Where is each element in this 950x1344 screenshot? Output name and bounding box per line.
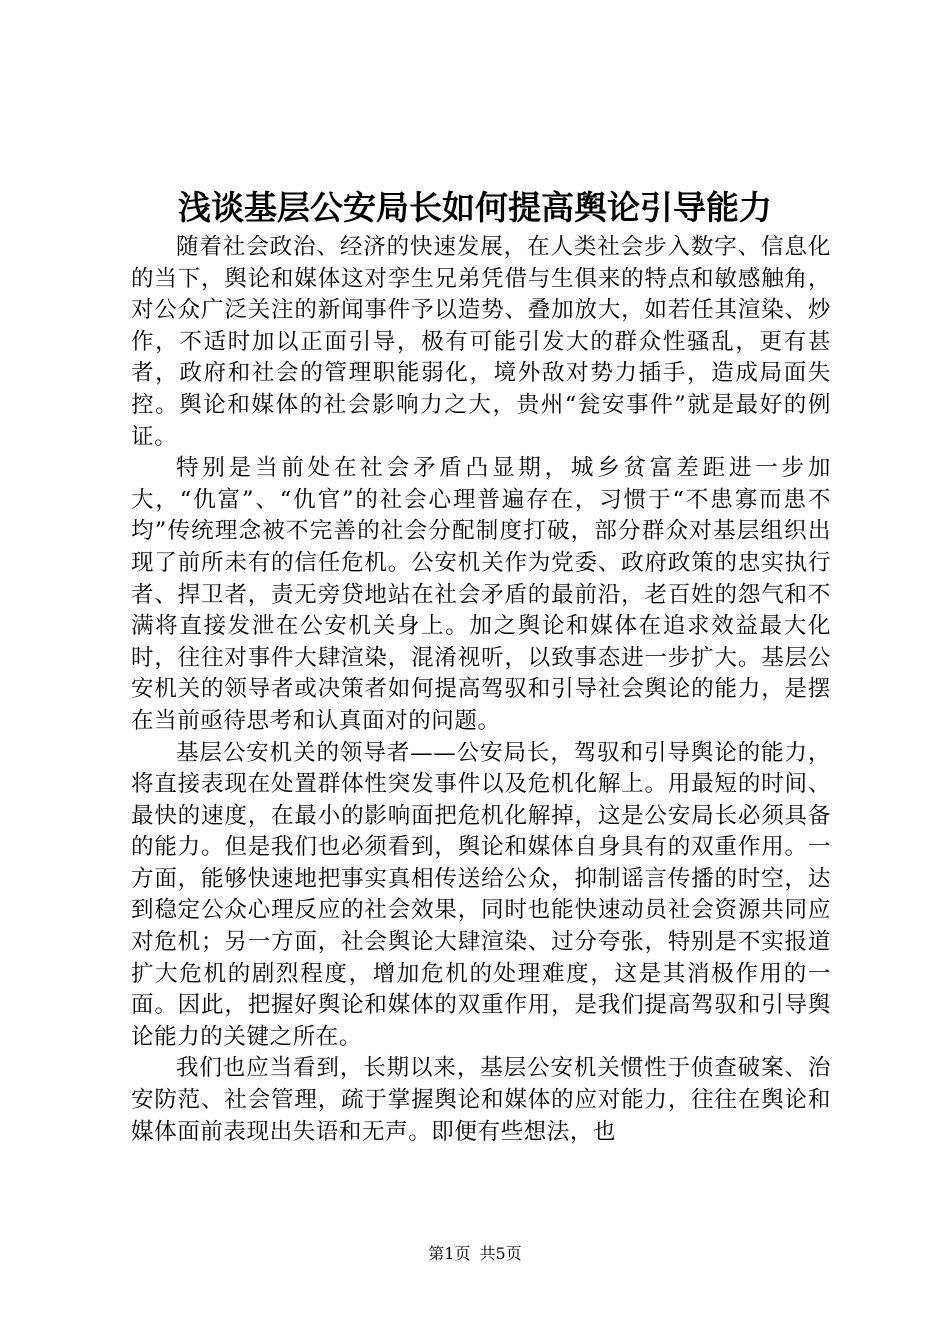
page-number-footer: 第1页 共5页 bbox=[428, 1244, 522, 1263]
document-body bbox=[131, 232, 831, 1148]
paragraph-2: 特别是当前处在社会矛盾凸显期，城乡贫富差距进一步加大，“仇富”、“仇官”的社会心理普遍存在，习惯于“不患寡而患不均”传统理念被不完善的社会分配制度打破，部分群众对基层组织出现了前所未有的信任危机。公安机关作为党委、政府政策的忠实执行者、捍卫者，责无旁贷地站在社会矛盾的最前沿，老百姓的怨气和不满将直接发泄在公安机关身上。加之舆论和媒体在追求效益最大化时，往往对事件大肆渲染，混淆视听，以致事态进一步扩大。基层公安机关的领导者或决策者如何提高驾驭和引导社会舆论的能力，是摆在当前亟待思考和认真面对的问题。 bbox=[131, 455, 831, 734]
paragraph-1: 随着社会政治、经济的快速发展，在人类社会步入数字、信息化的当下，舆论和媒体这对孪生兄弟凭借与生俱来的特点和敏感触角，对公众广泛关注的新闻事件予以造势、叠加放大，如若任其渲染、炒作，不适时加以正面引导，极有可能引发大的群众性骚乱，更有甚者，政府和社会的管理职能弱化，境外敌对势力插手，造成局面失控。舆论和媒体的社会影响力之大，贵州“瓮安事件”就是最好的例证。 bbox=[131, 234, 831, 450]
paragraph-4: 我们也应当看到，长期以来，基层公安机关惯性于侦查破案、治安防范、社会管理，疏于掌握舆论和媒体的应对能力，往往在舆论和媒体面前表现出失语和无声。即便有些想法，也 bbox=[131, 1055, 831, 1145]
paragraph-3: 基层公安机关的领导者——公安局长，驾驭和引导舆论的能力，将直接表现在处置群体性突发事件以及危机化解上。用最短的时间、最快的速度，在最小的影响面把危机化解掉，这是公安局长必须具备的能力。但是我们也必须看到，舆论和媒体自身具有的双重作用。一方面，能够快速地把事实真相传送给公众，抑制谣言传播的时空，达到稳定公众心理反应的社会效果，同时也能快速动员社会资源共同应对危机；另一方面，社会舆论大肆渲染、过分夸张，特别是不实报道扩大危机的剧烈程度，增加危机的处理难度，这是其消极作用的一面。因此，把握好舆论和媒体的双重作用，是我们提高驾驭和引导舆论能力的关键之所在。 bbox=[131, 739, 831, 1050]
document-title: 浅谈基层公安局长如何提高舆论引导能力 bbox=[178, 188, 772, 227]
